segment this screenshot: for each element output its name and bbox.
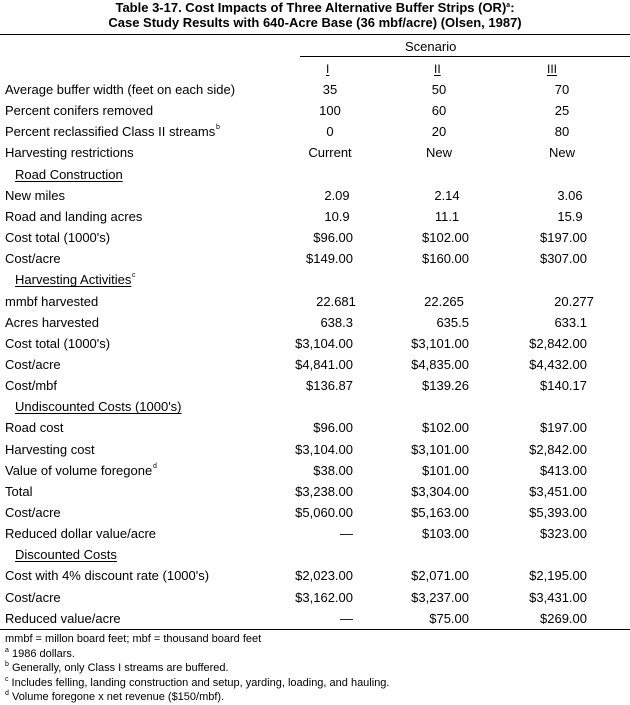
table-row	[0, 568, 630, 589]
table-cell-scenario-2: 635.5	[436, 314, 469, 330]
table-row	[0, 209, 630, 230]
table-cell-scenario-2: 11.1	[434, 208, 460, 224]
table-cell-scenario-3: $3,431.00	[529, 589, 587, 605]
table-row	[0, 315, 630, 336]
table-cell-scenario-2: $3,101.00	[411, 441, 469, 457]
table-cell-scenario-3: $3,451.00	[529, 483, 587, 499]
table-cell-scenario-1: $3,162.00	[295, 589, 353, 605]
table-cell-scenario-3: 20.277	[554, 293, 594, 309]
table-cell-scenario-1: $5,060.00	[295, 505, 353, 520]
table-cell-scenario-3: $2,842.00	[529, 335, 587, 351]
top-rule	[0, 34, 630, 35]
bottom-rule	[0, 629, 630, 630]
table-cell-scenario-3: $2,842.00	[529, 441, 587, 457]
table-cell-scenario-1: 100	[319, 103, 341, 119]
table-row	[0, 82, 630, 103]
row-label: Harvesting restrictions	[5, 145, 134, 161]
table-row: Percent reclassified Class II streams b 0 20 80	[5, 124, 570, 140]
table-cell-scenario-3: $140.17	[540, 378, 587, 394]
table-row: Value of volume foregone d $38.00 $101.00 $413.00	[5, 462, 587, 478]
table-cell-scenario-3: $269.00	[540, 610, 587, 626]
section-title: Road Construction	[15, 166, 123, 182]
table-cell-scenario-2: $75.00	[429, 610, 469, 626]
section-header-row	[0, 399, 630, 420]
table-row	[0, 336, 630, 357]
table-cell-scenario-1: $3,104.00	[295, 441, 353, 457]
section-header-row: Harvesting Activities c	[15, 272, 136, 288]
row-label: Percent conifers removed	[5, 103, 154, 119]
table-cell-scenario-1: $4,841.00	[295, 356, 353, 372]
table-cell-scenario-1: 638.3	[320, 314, 353, 330]
footnote-text: mmbf = millon board feet; mbf = thousand board feet	[5, 633, 262, 645]
table-cell-scenario-1: —	[340, 526, 353, 542]
table-cell-scenario-3: $307.00	[540, 251, 587, 267]
row-label: Percent reclassified Class II streams	[5, 124, 216, 140]
column-header-ii: II	[434, 62, 441, 76]
table-cell-scenario-3: $197.00	[540, 420, 587, 436]
row-label: Road and landing acres	[5, 208, 143, 224]
footnote	[5, 661, 229, 675]
table-cell-scenario-1: Current	[308, 145, 352, 161]
table-cell-scenario-2: $5,163.00	[411, 505, 469, 520]
footnote-marker: c	[5, 675, 9, 683]
section-title: Discounted Costs	[15, 547, 117, 563]
table-row	[0, 103, 630, 124]
table-cell-scenario-1: $3,104.00	[295, 335, 353, 351]
table-cell-scenario-2: 22.265	[424, 293, 464, 309]
footnote	[5, 647, 75, 661]
table-cell-scenario-2: 2.14	[434, 187, 460, 203]
table-cell-scenario-3: 3.06	[557, 187, 583, 203]
column-header-i: I	[326, 62, 330, 76]
row-label: Cost/acre	[5, 589, 61, 605]
table-cell-scenario-2: $160.00	[422, 251, 469, 267]
section-header-row	[0, 547, 630, 568]
row-label: Reduced dollar value/acre	[5, 526, 157, 542]
table-cell-scenario-3: $5,393.00	[529, 505, 587, 520]
table-row	[0, 251, 630, 272]
section-header-row	[0, 167, 630, 188]
table-row	[0, 230, 630, 251]
table-cell-scenario-2: $3,304.00	[411, 483, 469, 499]
table-cell-scenario-2: $2,071.00	[411, 568, 469, 584]
row-label: Reduced value/acre	[5, 610, 121, 626]
footnote	[5, 676, 389, 690]
table-cell-scenario-1: $96.00	[313, 420, 353, 436]
row-label: Cost/acre	[5, 505, 61, 520]
footnote-text: Includes felling, landing construction and setup, yarding, loading, and hauling.	[8, 676, 390, 689]
table-cell-scenario-2: 50	[431, 82, 447, 97]
table-cell-scenario-1: 0	[326, 124, 334, 140]
table-cell-scenario-1: 22.681	[316, 293, 356, 309]
footnote-text: Generally, only Class I streams are buffered.	[8, 662, 229, 674]
table-cell-scenario-1: $2,023.00	[295, 568, 353, 584]
table-row	[0, 188, 630, 209]
row-label: Road cost	[5, 420, 64, 436]
table-cell-scenario-3: $323.00	[540, 526, 587, 542]
row-label: Value of volume foregone	[5, 462, 153, 478]
footnote-marker: d	[5, 690, 9, 697]
row-label: Cost/acre	[5, 251, 61, 267]
row-label: mmbf harvested	[5, 293, 99, 309]
table-cell-scenario-3: 25	[554, 103, 570, 119]
table-cell-scenario-2: $102.00	[422, 420, 469, 436]
footnote-marker: a	[5, 646, 9, 654]
table-row	[0, 420, 630, 441]
section-title: Harvesting Activities	[15, 272, 132, 288]
table-cell-scenario-3: 633.1	[554, 314, 587, 330]
table-cell-scenario-3: 15.9	[557, 208, 583, 224]
row-label: Average buffer width (feet on each side)	[5, 82, 236, 97]
table-row	[0, 145, 630, 166]
table-cell-scenario-2: $102.00	[422, 230, 469, 246]
table-cell-scenario-1: 10.9	[324, 208, 350, 224]
table-cell-scenario-3: New	[548, 145, 576, 161]
table-cell-scenario-3: $2,195.00	[529, 568, 587, 584]
row-label: Harvesting cost	[5, 441, 95, 457]
table-row	[0, 484, 630, 505]
table-cell-scenario-2: $4,835.00	[411, 356, 469, 372]
scenario-header: Scenario	[405, 39, 457, 54]
table-row	[0, 357, 630, 378]
table-cell-scenario-1: $38.00	[313, 462, 353, 478]
row-label: Acres harvested	[5, 314, 99, 330]
row-label: Cost/acre	[5, 356, 61, 372]
table-title	[0, 0, 630, 15]
table-cell-scenario-1: —	[340, 610, 353, 626]
table-cell-scenario-2: $3,237.00	[411, 589, 469, 605]
footnote-text: 1986 dollars.	[8, 647, 75, 660]
table-cell-scenario-3: $197.00	[540, 230, 587, 246]
table-cell-scenario-1: $136.87	[306, 378, 353, 394]
table-cell-scenario-2: $103.00	[422, 526, 469, 542]
row-label: Total	[5, 483, 33, 499]
table-row	[0, 526, 630, 547]
table-cell-scenario-2: 20	[431, 124, 447, 140]
table-row	[0, 378, 630, 399]
table-cell-scenario-3: $413.00	[540, 462, 587, 478]
table-cell-scenario-2: 60	[431, 103, 447, 119]
table-title-text: Table 3-17. Cost Impacts of Three Alternative Buffer Strips (OR)	[115, 0, 507, 15]
table-cell-scenario-1: 35	[322, 82, 338, 97]
table-cell-scenario-3: 70	[554, 82, 570, 97]
row-label: Cost/mbf	[5, 378, 58, 394]
table-row	[0, 294, 630, 315]
row-label: Cost with 4% discount rate (1000's)	[5, 568, 210, 584]
table-subtitle: Case Study Results with 640-Acre Base (36 mbf/acre) (Olsen, 1987)	[108, 15, 522, 30]
section-title: Undiscounted Costs (1000's)	[15, 399, 182, 415]
table-cell-scenario-1: $149.00	[306, 251, 353, 267]
scenario-rule	[300, 56, 630, 57]
footnote-text: Volume foregone x net revenue ($150/mbf).	[8, 691, 225, 703]
footnote-marker: b	[5, 661, 9, 668]
table-row	[0, 505, 630, 526]
table-cell-scenario-1: $96.00	[313, 230, 353, 246]
footnote	[5, 632, 261, 646]
table-cell-scenario-2: $139.26	[422, 378, 469, 394]
table-cell-scenario-1: $3,238.00	[295, 483, 353, 499]
table-cell-scenario-2: $101.00	[422, 462, 469, 478]
column-header-iii: III	[547, 62, 558, 76]
table-cell-scenario-2: New	[425, 145, 453, 161]
table-cell-scenario-2: $3,101.00	[411, 335, 469, 351]
row-label: New miles	[5, 187, 65, 203]
title-colon: :	[510, 0, 515, 15]
footnote	[5, 690, 224, 704]
title-footnote-marker: a	[506, 2, 511, 9]
table-cell-scenario-1: 2.09	[324, 187, 350, 203]
row-label: Cost total (1000's)	[5, 335, 111, 351]
table-cell-scenario-3: 80	[554, 124, 570, 140]
row-label: Cost total (1000's)	[5, 230, 111, 246]
table-row	[0, 590, 630, 611]
table-cell-scenario-3: $4,432.00	[529, 356, 587, 372]
table-row	[0, 442, 630, 463]
